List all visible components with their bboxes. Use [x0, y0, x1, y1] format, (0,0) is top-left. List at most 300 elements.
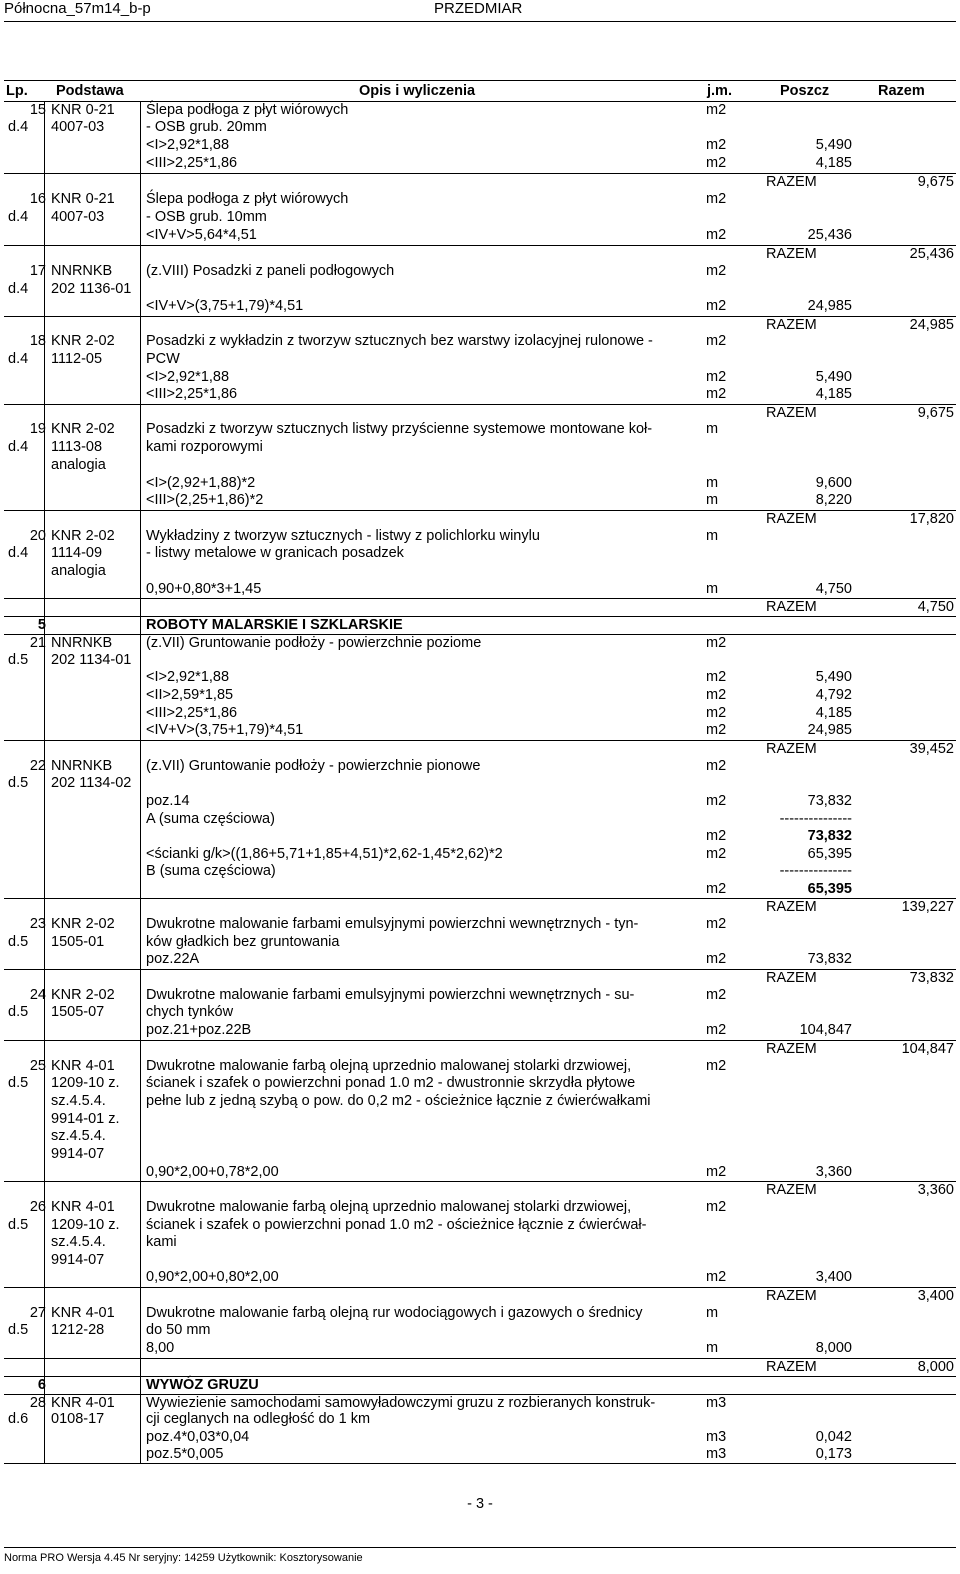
- table-row: [4, 1058, 956, 1075]
- table-row: [4, 1287, 956, 1305]
- row-number: 15: [29, 102, 46, 118]
- row-unit: m2: [706, 881, 727, 897]
- table-row: [4, 528, 956, 545]
- row-basis: analogia: [51, 563, 106, 579]
- row-basis: 202 1136-01: [51, 281, 132, 297]
- row-description: kami rozporowymi: [146, 439, 263, 455]
- row-basis: 1505-01: [51, 934, 105, 950]
- table-row: [4, 1358, 956, 1376]
- row-total: 24,985: [909, 317, 954, 333]
- row-description: pełne lub z jedną szybą o pow. do 0,2 m2 - ościeżnice łącznie z ćwierćwałkami: [146, 1093, 651, 1109]
- row-unit: m2: [706, 102, 727, 118]
- row-section: d.5: [8, 1322, 29, 1338]
- row-description: (z.VIII) Posadzki z paneli podłogowych: [146, 263, 395, 279]
- row-quantity: 4,750: [815, 581, 852, 597]
- row-basis: 1212-28: [51, 1322, 105, 1338]
- table-row: [4, 722, 956, 739]
- row-unit: m3: [706, 1429, 727, 1445]
- row-basis: KNR 4-01: [51, 1305, 115, 1321]
- row-basis: NNRNKB: [51, 263, 113, 279]
- row-description: <I>2,92*1,88: [146, 137, 230, 153]
- column-divider: [44, 101, 45, 1463]
- table-row: [4, 1128, 956, 1145]
- table-row: [4, 934, 956, 951]
- row-section: d.4: [8, 439, 29, 455]
- row-unit: m2: [706, 1199, 727, 1215]
- row-number: 20: [29, 528, 46, 544]
- table-row: [4, 616, 956, 634]
- table-row: [4, 652, 956, 669]
- table-row: [4, 1093, 956, 1110]
- row-unit: m2: [706, 846, 727, 862]
- table-row: [4, 881, 956, 898]
- page-number: - 3 -: [467, 1496, 493, 1512]
- table-row: [4, 1111, 956, 1128]
- row-quantity: 4,792: [815, 687, 852, 703]
- table-bottom-border: [4, 1463, 956, 1464]
- page-footer: Norma PRO Wersja 4.45 Nr seryjny: 14259 Użytkownik: Kosztorysowanie: [4, 1547, 956, 1564]
- table-row: [4, 492, 956, 509]
- row-total-label: RAZEM: [766, 970, 817, 986]
- table-row: [4, 1340, 956, 1357]
- row-unit: m2: [706, 669, 727, 685]
- row-description: - OSB grub. 10mm: [146, 209, 267, 225]
- table-row: [4, 1146, 956, 1163]
- table-row: [4, 155, 956, 172]
- table-row: [4, 1234, 956, 1251]
- row-unit: m2: [706, 1022, 727, 1038]
- table-row: [4, 1429, 956, 1446]
- row-total-label: RAZEM: [766, 511, 817, 527]
- row-section: d.5: [8, 934, 29, 950]
- col-total: Razem: [878, 83, 925, 99]
- table-row: [4, 351, 956, 368]
- row-description: <III>2,25*1,86: [146, 386, 238, 402]
- row-basis: 202 1134-02: [51, 775, 132, 791]
- row-number: 25: [29, 1058, 46, 1074]
- row-description: Ślepa podłoga z płyt wiórowych: [146, 102, 349, 118]
- table-row: [4, 227, 956, 244]
- row-basis: analogia: [51, 457, 106, 473]
- row-quantity: 73,832: [807, 793, 852, 809]
- table-row: [4, 475, 956, 492]
- row-total-label: RAZEM: [766, 317, 817, 333]
- row-total-label: RAZEM: [766, 1182, 817, 1198]
- table-row: [4, 1269, 956, 1286]
- row-basis: 1112-05: [51, 351, 103, 367]
- row-description: <IV+V>(3,75+1,79)*4,51: [146, 298, 304, 314]
- row-unit: m2: [706, 263, 727, 279]
- table-row: [4, 1181, 956, 1199]
- row-description: Dwukrotne malowanie farbą olejną uprzednio malowanej stolarki drzwiowej,: [146, 1199, 632, 1215]
- row-quantity: 73,832: [807, 951, 852, 967]
- table-row: [4, 563, 956, 580]
- table-row: [4, 333, 956, 350]
- row-basis: KNR 4-01: [51, 1395, 115, 1411]
- row-total: 4,750: [917, 599, 954, 615]
- row-description: poz.14: [146, 793, 190, 809]
- row-quantity: 4,185: [815, 155, 852, 171]
- row-description: chych tynków: [146, 1004, 234, 1020]
- row-description: Wywiezienie samochodami samowyładowczymi gruzu z rozbieranych konstruk-: [146, 1395, 656, 1411]
- table-row: [4, 705, 956, 722]
- row-description: 0,90*2,00+0,80*2,00: [146, 1269, 279, 1285]
- row-description: <ścianki g/k>((1,86+5,71+1,85+4,51)*2,62-1,45*2,62)*2: [146, 846, 503, 862]
- row-quantity: 5,490: [815, 369, 852, 385]
- row-total: 3,400: [917, 1288, 954, 1304]
- header-divider: [4, 21, 956, 22]
- table-row: [4, 898, 956, 916]
- row-unit: m2: [706, 137, 727, 153]
- row-unit: m2: [706, 951, 727, 967]
- table-row: [4, 191, 956, 208]
- row-quantity: 0,173: [815, 1446, 852, 1462]
- table-row: [4, 846, 956, 863]
- row-description: <IV+V>5,64*4,51: [146, 227, 257, 243]
- table-row: [4, 634, 956, 652]
- row-description: PCW: [146, 351, 180, 367]
- table-row: [4, 1322, 956, 1339]
- row-basis: 1505-07: [51, 1004, 105, 1020]
- row-description: poz.5*0,005: [146, 1446, 224, 1462]
- table-row: [4, 404, 956, 422]
- row-description: <I>(2,92+1,88)*2: [146, 475, 256, 491]
- table-row: [4, 457, 956, 474]
- row-description: ków gładkich bez gruntowania: [146, 934, 340, 950]
- row-description: poz.4*0,03*0,04: [146, 1429, 250, 1445]
- row-section: d.4: [8, 119, 29, 135]
- row-description: (z.VII) Gruntowanie podłoży - powierzchnie pionowe: [146, 758, 481, 774]
- row-section: d.5: [8, 775, 29, 791]
- row-unit: m2: [706, 758, 727, 774]
- column-divider: [140, 101, 141, 1463]
- table-row: [4, 969, 956, 987]
- row-total-label: RAZEM: [766, 405, 817, 421]
- table-row: [4, 209, 956, 226]
- row-unit: m2: [706, 1269, 727, 1285]
- row-unit: m2: [706, 227, 727, 243]
- row-number: 22: [29, 758, 46, 774]
- row-description: ścianek i szafek o powierzchni ponad 1.0 m2 - ościeżnice łącznie z ćwierćwał-: [146, 1217, 647, 1233]
- col-lp: Lp.: [6, 83, 28, 99]
- row-quantity: 24,985: [807, 298, 852, 314]
- row-total: 73,832: [909, 970, 954, 986]
- row-basis: 4007-03: [51, 209, 105, 225]
- row-description: ROBOTY MALARSKIE I SZKLARSKIE: [146, 617, 403, 633]
- table-row: [4, 828, 956, 845]
- row-quantity: 5,490: [815, 669, 852, 685]
- table-row: [4, 687, 956, 704]
- row-section: d.4: [8, 545, 29, 561]
- table-row: [4, 793, 956, 810]
- row-unit: m2: [706, 722, 727, 738]
- table-row: [4, 598, 956, 616]
- table-row: [4, 758, 956, 775]
- row-basis: 202 1134-01: [51, 652, 132, 668]
- row-total: 104,847: [901, 1041, 954, 1057]
- row-section: d.4: [8, 209, 29, 225]
- row-unit: m2: [706, 386, 727, 402]
- table-row: [4, 863, 956, 880]
- row-quantity: ---------------: [779, 811, 852, 827]
- column-header: [4, 80, 956, 102]
- row-unit: m: [706, 492, 719, 508]
- row-basis: KNR 0-21: [51, 191, 115, 207]
- row-number: 24: [29, 987, 46, 1003]
- table-row: [4, 811, 956, 828]
- row-description: A (suma częściowa): [146, 811, 275, 827]
- row-description: kami: [146, 1234, 177, 1250]
- row-description: Ślepa podłoga z płyt wiórowych: [146, 191, 349, 207]
- table-row: [4, 439, 956, 456]
- table-row: [4, 386, 956, 403]
- row-basis: KNR 2-02: [51, 987, 115, 1003]
- table-row: [4, 137, 956, 154]
- row-total-label: RAZEM: [766, 246, 817, 262]
- row-description: poz.21+poz.22B: [146, 1022, 252, 1038]
- row-section: d.4: [8, 351, 29, 367]
- table-row: [4, 245, 956, 263]
- row-description: <III>(2,25+1,86)*2: [146, 492, 264, 508]
- table-row: [4, 669, 956, 686]
- row-description: do 50 mm: [146, 1322, 211, 1338]
- row-number: 26: [29, 1199, 46, 1215]
- row-unit: m: [706, 421, 719, 437]
- row-description: Dwukrotne malowanie farbami emulsyjnymi powierzchni wewnętrznych - tyn-: [146, 916, 639, 932]
- row-number: 16: [29, 191, 46, 207]
- row-total: 25,436: [909, 246, 954, 262]
- row-basis: 9914-07: [51, 1252, 105, 1268]
- table-row: [4, 951, 956, 968]
- row-basis: 1209-10 z.: [51, 1075, 120, 1091]
- table-row: [4, 1199, 956, 1216]
- table-row: [4, 263, 956, 280]
- row-quantity: 5,490: [815, 137, 852, 153]
- col-desc: Opis i wyliczenia: [359, 83, 476, 99]
- row-basis: KNR 4-01: [51, 1058, 115, 1074]
- table-row: [4, 1411, 956, 1428]
- table-row: [4, 1164, 956, 1181]
- row-description: cji ceglanych na odległość do 1 km: [146, 1411, 371, 1427]
- row-unit: m3: [706, 1446, 727, 1462]
- row-total-label: RAZEM: [766, 174, 817, 190]
- row-total-label: RAZEM: [766, 1041, 817, 1057]
- table-row: [4, 545, 956, 562]
- table-row: [4, 1004, 956, 1021]
- table-row: [4, 1075, 956, 1092]
- row-unit: m2: [706, 298, 727, 314]
- row-number: 6: [37, 1377, 46, 1393]
- row-total: 9,675: [917, 174, 954, 190]
- table-row: [4, 421, 956, 438]
- row-total-label: RAZEM: [766, 599, 817, 615]
- row-unit: m: [706, 475, 719, 491]
- row-total: 9,675: [917, 405, 954, 421]
- table-row: [4, 510, 956, 528]
- row-total-label: RAZEM: [766, 899, 817, 915]
- row-number: 17: [29, 263, 46, 279]
- row-section: d.5: [8, 1075, 29, 1091]
- table-row: [4, 740, 956, 758]
- row-description: 0,90*2,00+0,78*2,00: [146, 1164, 279, 1180]
- col-unit: j.m.: [707, 83, 732, 99]
- page-header: [4, 0, 956, 20]
- row-basis: 9914-01 z.: [51, 1111, 120, 1127]
- row-quantity: 24,985: [807, 722, 852, 738]
- row-quantity: 65,395: [807, 846, 852, 862]
- row-number: 27: [29, 1305, 46, 1321]
- row-description: <III>2,25*1,86: [146, 155, 238, 171]
- row-unit: m2: [706, 687, 727, 703]
- row-quantity: 104,847: [799, 1022, 852, 1038]
- row-unit: m: [706, 581, 719, 597]
- table-row: [4, 1376, 956, 1394]
- row-unit: m2: [706, 155, 727, 171]
- row-basis: KNR 4-01: [51, 1199, 115, 1215]
- row-description: Wykładziny z tworzyw sztucznych - listwy z polichlorku winylu: [146, 528, 540, 544]
- row-description: <IV+V>(3,75+1,79)*4,51: [146, 722, 304, 738]
- table-row: [4, 173, 956, 191]
- row-quantity: 3,360: [815, 1164, 852, 1180]
- table-row: [4, 1305, 956, 1322]
- row-unit: m2: [706, 191, 727, 207]
- row-description: <I>2,92*1,88: [146, 669, 230, 685]
- row-quantity: ---------------: [779, 863, 852, 879]
- row-description: (z.VII) Gruntowanie podłoży - powierzchnie poziome: [146, 635, 482, 651]
- table-row: [4, 119, 956, 136]
- row-description: Dwukrotne malowanie farbami emulsyjnymi powierzchni wewnętrznych - su-: [146, 987, 635, 1003]
- row-description: - listwy metalowe w granicach posadzek: [146, 545, 404, 561]
- document-type: PRZEDMIAR: [434, 0, 523, 17]
- row-unit: m2: [706, 369, 727, 385]
- row-description: B (suma częściowa): [146, 863, 276, 879]
- table-row: [4, 1022, 956, 1039]
- row-unit: m2: [706, 333, 727, 349]
- row-unit: m2: [706, 987, 727, 1003]
- row-unit: m2: [706, 705, 727, 721]
- table-row: [4, 1252, 956, 1269]
- row-description: poz.22A: [146, 951, 200, 967]
- table-row: [4, 298, 956, 315]
- document-name: Północna_57m14_b-p: [4, 0, 151, 17]
- row-basis: sz.4.5.4.: [51, 1128, 106, 1144]
- row-description: Dwukrotne malowanie farbą olejną uprzednio malowanej stolarki drzwiowej,: [146, 1058, 632, 1074]
- row-unit: m: [706, 528, 719, 544]
- row-basis: KNR 2-02: [51, 421, 115, 437]
- row-total: 8,000: [917, 1359, 954, 1375]
- row-description: <I>2,92*1,88: [146, 369, 230, 385]
- row-quantity: 65,395: [807, 881, 852, 897]
- row-number: 5: [37, 617, 46, 633]
- row-number: 23: [29, 916, 46, 932]
- table-row: [4, 369, 956, 386]
- col-qty: Poszcz: [780, 83, 830, 99]
- row-description: 0,90+0,80*3+1,45: [146, 581, 262, 597]
- row-number: 21: [29, 635, 46, 651]
- row-total: 39,452: [909, 741, 954, 757]
- row-number: 18: [29, 333, 46, 349]
- col-base: Podstawa: [56, 83, 124, 99]
- row-number: 19: [29, 421, 46, 437]
- row-unit: m3: [706, 1395, 727, 1411]
- table-row: [4, 581, 956, 598]
- row-basis: sz.4.5.4.: [51, 1093, 106, 1109]
- row-basis: 9914-07: [51, 1146, 105, 1162]
- row-basis: sz.4.5.4.: [51, 1234, 106, 1250]
- row-description: ścianek i szafek o powierzchni ponad 1.0 m2 - dwustronnie skrzydła płytowe: [146, 1075, 636, 1091]
- row-description: 8,00: [146, 1340, 175, 1356]
- table-row: [4, 987, 956, 1004]
- row-basis: KNR 0-21: [51, 102, 115, 118]
- row-section: d.5: [8, 1217, 29, 1233]
- row-total-label: RAZEM: [766, 741, 817, 757]
- row-section: d.5: [8, 652, 29, 668]
- row-description: <III>2,25*1,86: [146, 705, 238, 721]
- row-description: Posadzki z wykładzin z tworzyw sztucznych bez warstwy izolacyjnej rulonowe -: [146, 333, 653, 349]
- row-number: 28: [29, 1395, 46, 1411]
- row-quantity: 25,436: [807, 227, 852, 243]
- row-total-label: RAZEM: [766, 1288, 817, 1304]
- row-unit: m2: [706, 916, 727, 932]
- row-description: Posadzki z tworzyw sztucznych listwy przyścienne systemowe montowane koł-: [146, 421, 653, 437]
- row-unit: m: [706, 1340, 719, 1356]
- table-row: [4, 775, 956, 792]
- row-section: d.6: [8, 1411, 29, 1427]
- row-unit: m2: [706, 1058, 727, 1074]
- row-total: 139,227: [901, 899, 954, 915]
- row-description: Dwukrotne malowanie farbą olejną rur wodociągowych i gazowych o średnicy: [146, 1305, 643, 1321]
- row-basis: 0108-17: [51, 1411, 105, 1427]
- row-basis: KNR 2-02: [51, 333, 115, 349]
- row-quantity: 3,400: [815, 1269, 852, 1285]
- row-description: WYWÓZ GRUZU: [146, 1377, 259, 1393]
- row-total: 3,360: [917, 1182, 954, 1198]
- row-basis: 4007-03: [51, 119, 105, 135]
- row-basis: NNRNKB: [51, 635, 113, 651]
- row-section: d.5: [8, 1004, 29, 1020]
- row-total-label: RAZEM: [766, 1359, 817, 1375]
- row-quantity: 9,600: [815, 475, 852, 491]
- table-row: [4, 1217, 956, 1234]
- table-row: [4, 281, 956, 298]
- table-row: [4, 316, 956, 334]
- row-section: d.4: [8, 281, 29, 297]
- row-basis: 1113-08: [51, 439, 103, 455]
- row-quantity: 8,220: [815, 492, 852, 508]
- row-quantity: 0,042: [815, 1429, 852, 1445]
- row-basis: KNR 2-02: [51, 916, 115, 932]
- row-quantity: 8,000: [815, 1340, 852, 1356]
- row-basis: NNRNKB: [51, 758, 113, 774]
- table-row: [4, 1446, 956, 1463]
- table-row: [4, 101, 956, 119]
- row-basis: 1209-10 z.: [51, 1217, 120, 1233]
- row-unit: m: [706, 1305, 719, 1321]
- table-row: [4, 1394, 956, 1412]
- row-description: - OSB grub. 20mm: [146, 119, 267, 135]
- table-row: [4, 1040, 956, 1058]
- row-quantity: 4,185: [815, 705, 852, 721]
- row-basis: KNR 2-02: [51, 528, 115, 544]
- row-description: <II>2,59*1,85: [146, 687, 234, 703]
- row-unit: m2: [706, 1164, 727, 1180]
- row-quantity: 4,185: [815, 386, 852, 402]
- table-row: [4, 916, 956, 933]
- row-unit: m2: [706, 793, 727, 809]
- row-unit: m2: [706, 828, 727, 844]
- row-basis: 1114-09: [51, 545, 103, 561]
- row-unit: m2: [706, 635, 727, 651]
